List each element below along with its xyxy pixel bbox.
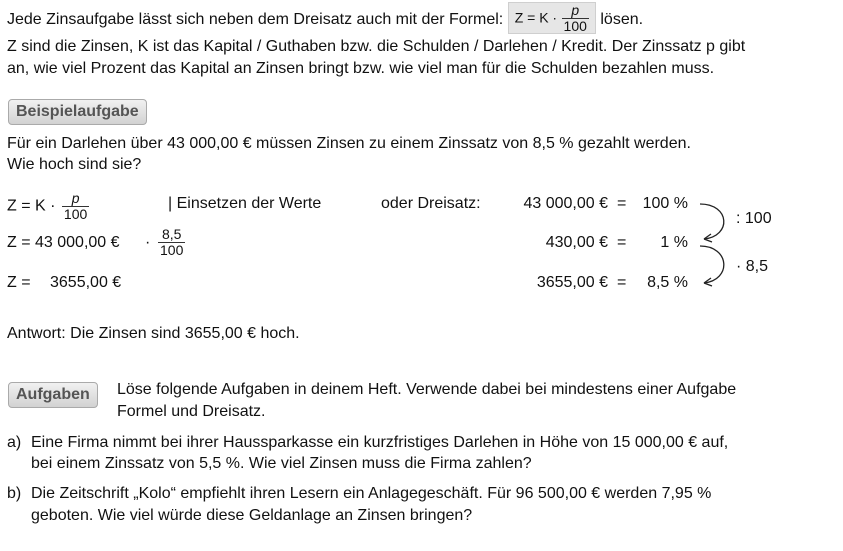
dreisatz-row2-right: 1 % [660,234,688,251]
formula-denominator: 100 [563,18,587,34]
task-b-letter: b) [7,485,22,502]
intro-text: Jede Zinsaufgabe lässt sich neben dem Dreisatz auch mit der Formel: [7,11,504,29]
row1-denominator: 100 [63,206,88,222]
task-a-letter: a) [7,434,22,451]
row3-value: 3655,00 € [50,274,122,291]
example-answer: Antwort: Die Zinsen sind 3655,00 € hoch. [7,325,300,342]
formula-numerator: p [571,2,580,18]
example-question-2: Wie hoch sind sie? [7,156,142,173]
row2-numerator: 8,5 [161,226,182,242]
tasks-badge: Aufgaben [8,382,98,408]
row2-frac [158,227,185,258]
dreisatz-label: oder Dreisatz: [381,195,481,212]
formula-box [508,2,596,34]
task-b-line-2: geboten. Wie viel würde diese Geldanlage an Zinsen bringen? [31,507,473,524]
intro-text-after: lösen. [600,11,644,29]
dreisatz-row2-eq: = [617,234,627,251]
row3-lhs: Z = [7,274,31,291]
formula-lhs: Z = K · [514,9,558,26]
example-badge: Beispielaufgabe [8,99,147,125]
dreisatz-row1-right: 100 % [642,195,688,212]
dreisatz-row3-left: 3655,00 € [536,274,608,291]
dreisatz-op-divide: : 100 [736,210,772,227]
dreisatz-arrows [690,196,740,296]
task-a-line-1: Eine Firma nimmt bei ihrer Haussparkasse ein kurzfristiges Darlehen in Höhe von 15 000,00 € auf, [31,434,729,451]
arrow-curve-1 [700,204,724,239]
tasks-intro-2: Formel und Dreisatz. [117,403,266,420]
intro-line-2: Z sind die Zinsen, K ist das Kapital / Guthaben bzw. die Schulden / Darlehen / Kredit. Der Zinssatz p gibt [7,38,746,55]
intro-line-1 [7,4,643,36]
formula-row-1 [7,191,89,222]
dreisatz-row3-eq: = [617,274,627,291]
row1-note: | Einsetzen der Werte [168,195,322,212]
dreisatz-row1-left: 43 000,00 € [523,195,608,212]
tasks-intro-1: Löse folgende Aufgaben in deinem Heft. Verwende dabei bei mindestens einer Aufgabe [117,381,737,398]
arrow-curve-2 [700,246,724,283]
example-question-1: Für ein Darlehen über 43 000,00 € müssen Zinsen zu einem Zinssatz von 8,5 % gezahlt werden. [7,135,691,152]
row2-lhs: Z = 43 000,00 € [7,234,120,251]
row1-lhs: Z = K · [7,197,56,215]
dreisatz-row2-left: 430,00 € [545,234,608,251]
row1-fraction [62,191,89,222]
row2-fraction [158,227,185,258]
row1-numerator: p [71,190,80,206]
dreisatz-row1-eq: = [617,195,627,212]
intro-line-3: an, wie viel Prozent das Kapital an Zinsen bringt bzw. wie viel man für die Schulden bezahlen muss. [7,60,715,77]
task-a-line-2: bei einem Zinssatz von 5,5 %. Wie viel Zinsen muss die Firma zahlen? [31,455,532,472]
task-b-line-1: Die Zeitschrift „Kolo“ empfiehlt ihren Lesern ein Anlagegeschäft. Für 96 500,00 € werden 7,95 % [31,485,712,502]
dreisatz-op-multiply: · 8,5 [736,258,769,275]
row2-dot: · [145,234,151,251]
formula-fraction [562,3,589,34]
dreisatz-row3-right: 8,5 % [647,274,688,291]
row2-denominator: 100 [160,242,184,258]
